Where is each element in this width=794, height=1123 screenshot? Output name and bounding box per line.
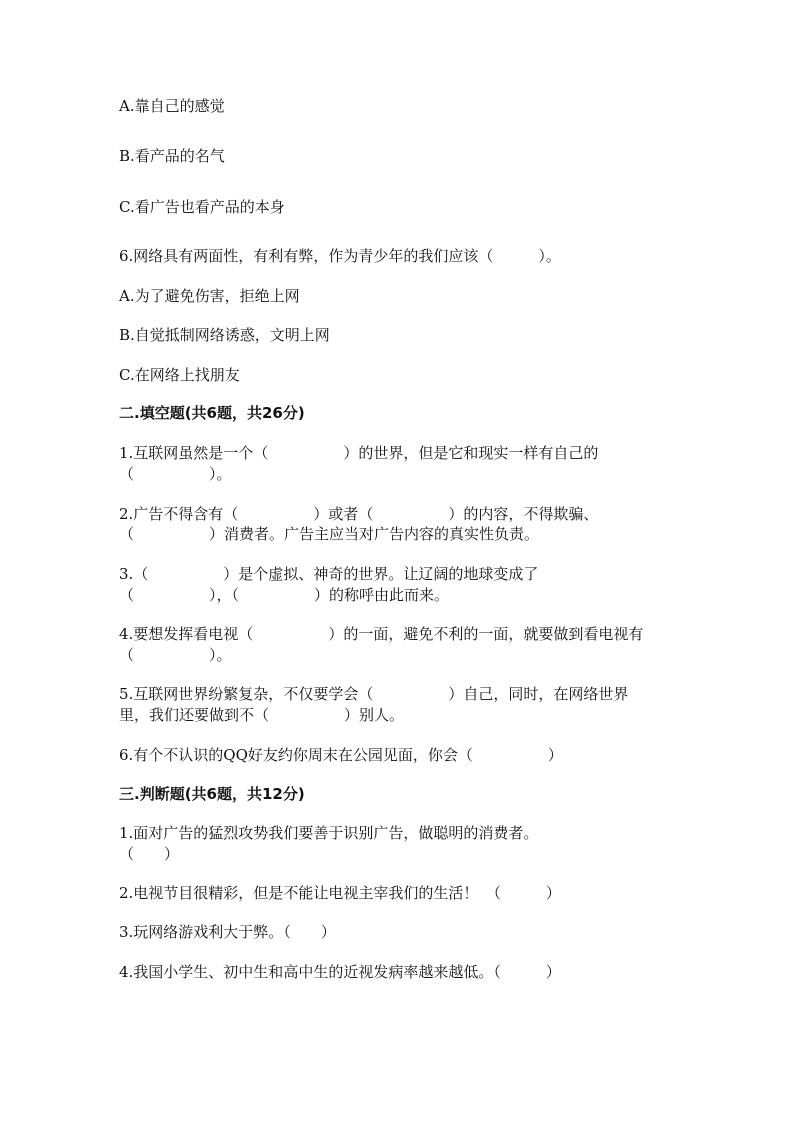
fill-q1-line1: 1.互联网虽然是一个（ ）的世界，但是它和现实一样有自己的 — [119, 444, 599, 462]
q5-option-b: B.看产品的名气 — [119, 147, 225, 165]
q5-option-c: C.看广告也看产品的本身 — [119, 198, 285, 216]
q6-option-a: A.为了避免伤害，拒绝上网 — [119, 287, 300, 305]
fill-q2-line2: （ ）消费者。广告主应当对广告内容的真实性负责。 — [119, 525, 540, 543]
fill-q1-line2: （ ）。 — [119, 465, 232, 483]
fill-q3-line2: （ ），（ ）的称呼由此而来。 — [119, 586, 450, 604]
fill-q5-line2: 里，我们还要做到不（ ）别人。 — [119, 706, 405, 724]
q5-option-a: A.靠自己的感觉 — [119, 97, 225, 115]
fill-q6-line1: 6.有个不认识的QQ好友约你周末在公园见面，你会（ ） — [119, 746, 563, 764]
judge-q3-line1: 3.玩网络游戏利大于弊。（ ） — [119, 923, 336, 941]
judge-q1-line1: 1.面对广告的猛烈攻势我们要善于识别广告，做聪明的消费者。 — [119, 824, 539, 842]
fill-q4-line1: 4.要想发挥看电视（ ）的一面，避免不利的一面，就要做到看电视有 — [119, 625, 644, 643]
fill-q4-line2: （ ）。 — [119, 646, 232, 664]
q6-option-c: C.在网络上找朋友 — [119, 366, 240, 384]
section2-heading: 二.填空题(共6题，共26分) — [119, 404, 305, 422]
fill-q2-line1: 2.广告不得含有（ ）或者（ ）的内容，不得欺骗、 — [119, 505, 599, 523]
fill-q5-line1: 5.互联网世界纷繁复杂，不仅要学会（ ）自己，同时，在网络世界 — [119, 685, 629, 703]
fill-q3-line1: 3.（ ）是个虚拟、神奇的世界。让辽阔的地球变成了 — [119, 565, 539, 583]
q6-option-b: B.自觉抵制网络诱惑，文明上网 — [119, 326, 330, 344]
judge-q2-line1: 2.电视节目很精彩，但是不能让电视主宰我们的生活！ （ ） — [119, 884, 561, 902]
q6-question: 6.网络具有两面性，有利有弊，作为青少年的我们应该（ ）。 — [119, 247, 561, 265]
judge-q1-line2: （ ） — [119, 845, 180, 863]
section3-heading: 三.判断题(共6题，共12分) — [119, 785, 305, 803]
judge-q4-line1: 4.我国小学生、初中生和高中生的近视发病率越来越低。（ ） — [119, 963, 561, 981]
